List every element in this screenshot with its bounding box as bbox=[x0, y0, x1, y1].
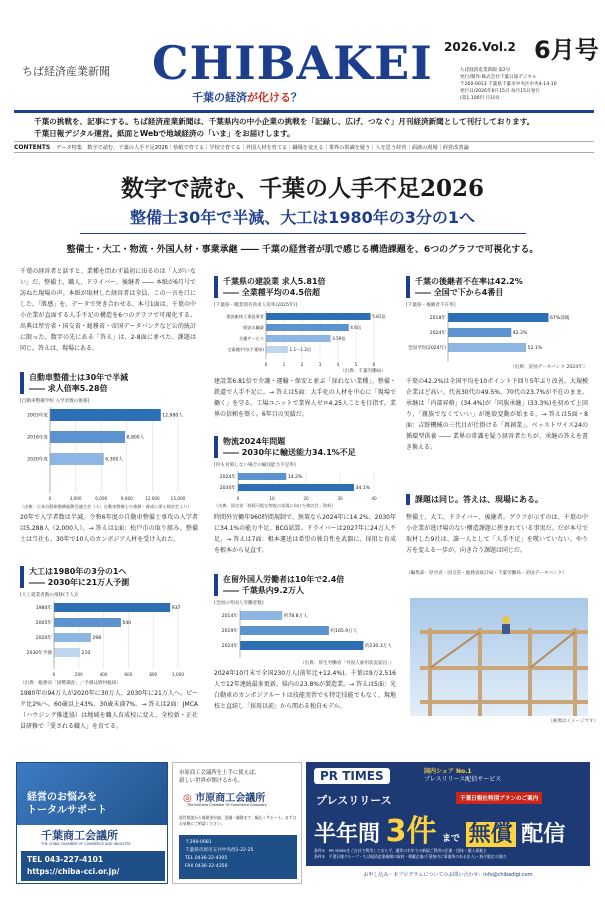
headline-rule bbox=[80, 233, 526, 234]
category-label: 2020年 bbox=[35, 636, 52, 642]
data-label: 298 bbox=[92, 636, 102, 642]
tick-label: 20 bbox=[303, 496, 309, 501]
intro-line: 千葉日報デジタル運営。紙面とWebで地域経済の「いま」をお届けします。 bbox=[34, 129, 295, 138]
bar bbox=[54, 603, 170, 612]
ad2-fax: FAX 0436-22-4356 bbox=[185, 864, 228, 869]
mechanic-body: 20年で入学者数は半減。令和6年度の自動車整備士専攻の入学者は5,288人（2,000人）。→ 答えは1面：松戸市の取り組み。整備士は当社も、30年で10人のカンボジア人材を受け入れた。 bbox=[20, 514, 198, 543]
ad3-big-3: まで bbox=[442, 834, 461, 844]
masthead-rule bbox=[14, 110, 594, 113]
pubinfo-line: 〒260-0013 千葉県千葉市中央区中央4-14-10 bbox=[460, 82, 557, 87]
data-label: 52.1% bbox=[527, 346, 543, 352]
data-label: 14.2% bbox=[287, 475, 303, 481]
data-label: 12,980人 bbox=[162, 413, 183, 419]
ad3-contact[interactable]: お申し込み・本プログラムについてのお問い合わせ：info@chibadigi.com bbox=[306, 866, 590, 884]
category-label: 2024年 bbox=[221, 644, 238, 650]
mechanic-source: （出典：日本自動車整備振興会連合会（人）自動車整備士の推移・養成に係る検討会より） bbox=[20, 504, 192, 509]
recruit-source: （出典：千葉労働局） bbox=[340, 369, 386, 374]
issue-month: 6月号 bbox=[534, 36, 599, 64]
driver-title-text: 物流2024年問題 bbox=[223, 437, 286, 446]
closing-body: 整備士、大工、ドライバー、後継者。グラフが示すのは、千葉の中小企業が逃げ場のない構造課題に挟まれている事実だ。だが本号で取材した9社は、誰一人として「人手不足」を嘆いていない。やり方を変える一歩が、向き合う課題は同じだ。 bbox=[406, 514, 588, 554]
category-label: 建設躯体工事従事者 bbox=[226, 314, 264, 320]
data-label: 8,800人 bbox=[126, 435, 145, 441]
driver-subtitle: ―― 2030年に輸送能力34.1%不足 bbox=[223, 448, 356, 457]
lead-text: 整備士・大工・物流・外国人材・事業承継 ―― 千葉の経営者が肌で感じる構造課題を、6つのグラフで可視化する。 bbox=[66, 245, 539, 255]
ad3-offer bbox=[314, 806, 565, 850]
category-label: 2024年 bbox=[219, 475, 236, 481]
category-label: 2016年度 bbox=[27, 435, 48, 441]
data-label: 約78.8万人 bbox=[283, 614, 308, 620]
category-label: 全業種平均(千葉県) bbox=[227, 347, 264, 353]
tick-label: 6 bbox=[372, 362, 376, 367]
ad3-big-1: 半年間 bbox=[314, 822, 381, 847]
tick-label: 200 bbox=[74, 672, 83, 677]
bar bbox=[54, 648, 80, 657]
recruit-body: 建設業6.81倍で介護・運輸・保安と並ぶ「採れない業種」。整備・鉄道で人手不足に。→ 答えは5面：大手化の人材を中心に「現場で働く」を守る。工場ユニットで業界人ゼロ4.25人ことを目指す。業界の信頼を築く。6年目の実績だ。 bbox=[214, 378, 396, 418]
main-headline: 数字で読む、千葉の人手不足2026 bbox=[120, 175, 484, 202]
carpenter-title bbox=[20, 566, 196, 588]
intro-body: 千葉の経営者と話すと、業種を問わず最初に出るのは「人がいない」だ。整備士、職人、ドライバー、後継者 ―― 本紙が6月号で訪ねた現場の声。本紙が取材した経営者は全員、この一言を口にした。「肌感」を、データで突き合わせる。本号1面は、千葉の中小企業が直面する人手不足の構造を6つのグラフで可視化する。出典は厚労省・国交省・総務省・帝国データバンクなど公的統計に限った。数字の先にある「答え」は、2-8面に並べた。課題は同じ。答えは、現場にある。 bbox=[20, 268, 196, 352]
foreign-unit: [全国の外国人労働者数] bbox=[214, 601, 264, 606]
tick-label: 12,000 bbox=[145, 496, 160, 501]
tick-label: 3 bbox=[318, 362, 322, 367]
bar bbox=[266, 324, 349, 331]
pubinfo-line: 発行/制作:株式会社千葉日報デジタル bbox=[460, 75, 537, 80]
ad2-logo-icon: ◎ bbox=[183, 793, 192, 804]
data-label: 約165.9万人 bbox=[330, 629, 358, 635]
category-label: 全国平均(2024年) bbox=[407, 346, 446, 352]
pubinfo-line: ちば経済産業新聞 第2号 bbox=[460, 68, 511, 73]
category-label: 2020年度 bbox=[27, 457, 48, 463]
publisher-info bbox=[460, 67, 600, 102]
ad3-campaign: 千葉日報社特別プランのご案内 bbox=[456, 792, 542, 804]
contents-bar bbox=[14, 141, 594, 153]
ad2-copy bbox=[179, 769, 260, 785]
carpenter-chart bbox=[20, 600, 200, 678]
ad2-contact bbox=[179, 835, 297, 879]
bar bbox=[448, 313, 549, 322]
tick-label: 0 bbox=[264, 362, 268, 367]
ad3-cond-1: 条件① PR TIMESをご自社で利用しておらず、通常の半年での新規ご利用の企業・団体・個人事業主 bbox=[314, 848, 487, 853]
tick-label: 0 bbox=[52, 672, 56, 677]
recruit-chart bbox=[212, 310, 396, 368]
successor-title-text: 千葉の後継者不在率は42.2% bbox=[415, 277, 523, 286]
driver-source: （出典：国交省「持続可能な物流の実現に向けた検討会」資料） bbox=[214, 503, 336, 508]
successor-source: （出典：帝国データバンク 2024年） bbox=[510, 365, 588, 370]
tick-label: 2 bbox=[300, 362, 304, 367]
data-label: 42.2% bbox=[512, 331, 528, 337]
ad1-tel[interactable]: TEL 043-227-4101 bbox=[27, 855, 104, 864]
recruit-unit: [千葉県・職業別有効求人倍率(2025年)] bbox=[214, 303, 298, 308]
foreign-chart bbox=[212, 608, 396, 658]
ad2-zip: 〒290-0081 bbox=[185, 840, 212, 845]
closing-title: 課題は同じ。答えは、現場にある。 bbox=[406, 494, 586, 505]
ad3-logo: PR TIMES bbox=[314, 768, 390, 784]
masthead-tagline: ちば経済産業新聞 bbox=[22, 65, 110, 78]
ad-prtimes[interactable] bbox=[306, 762, 590, 884]
bar bbox=[54, 618, 121, 627]
ad3-big-5: 配信 bbox=[521, 822, 566, 847]
bar bbox=[240, 611, 282, 620]
foreign-title-text: 在留外国人労働者は10年で2.4倍 bbox=[223, 575, 345, 584]
data-label: 6,300人 bbox=[105, 457, 124, 463]
ad3-tag-1: 国内シェア No.1 bbox=[424, 768, 472, 775]
bar bbox=[448, 343, 526, 352]
successor-subtitle: ―― 全国で下から4番目 bbox=[415, 288, 504, 297]
ad1-headline-1: 経営のお悩みを bbox=[27, 792, 97, 803]
category-label: 2014年 bbox=[221, 614, 238, 620]
category-label: 2030年 bbox=[219, 486, 236, 492]
tick-label: 10 bbox=[269, 496, 275, 501]
tick-label: 30 bbox=[337, 496, 343, 501]
ad2-name-en: The Ichihara Chamber Of Commerce &Industry bbox=[187, 803, 267, 807]
tick-label: 0 bbox=[48, 496, 52, 501]
sub-headline: 整備士30年で半減、大工は1980年の3分の1へ bbox=[129, 208, 476, 227]
category-label: 保安の職業 bbox=[243, 325, 264, 331]
bar bbox=[266, 313, 371, 320]
ad2-desc: 経営相談から補助金申請、金融・融資まで、幅広くサポート。まずはお気軽にご相談ください。 bbox=[179, 815, 297, 826]
category-label: 2003年度 bbox=[27, 413, 48, 419]
tick-label: 600 bbox=[124, 672, 133, 677]
category-label: 介護サービス bbox=[238, 336, 264, 342]
ad1-name-en: THE CHIBA CHAMBER OF COMMERCE AND INDUSTRY bbox=[41, 842, 131, 846]
intro-line: 千葉の挑戦を、記事にする。ちば経済産業新聞は、千葉県内の中小企業の挑戦を「記録し、広げ、つなぐ」月刊経済新聞として刊行しております。 bbox=[34, 117, 535, 126]
contents-label: CONTENTS bbox=[14, 144, 51, 151]
driver-chart bbox=[212, 470, 396, 502]
bar bbox=[240, 626, 329, 635]
ad3-conditions bbox=[314, 848, 582, 860]
ad3-tags bbox=[424, 768, 501, 784]
closing-note: （編集部：厚労省・国交省・総務省統計局・千葉労働局・帝国データバンク） bbox=[406, 571, 567, 576]
ad2-tel[interactable]: TEL 0436-22-4305 bbox=[185, 856, 228, 861]
ad2-name-text: 市原商工会議所 bbox=[195, 793, 266, 804]
ad3-cond-2: 条件② 千葉日報グループ・ちば経済産業新聞の取材・掲載企業(千葉県内に事業所のある法人)・紹介限定の案内 bbox=[314, 854, 507, 859]
mechanic-unit: [自動車整備学校 入学者数の推移] bbox=[20, 399, 90, 404]
tick-label: 1,000 bbox=[172, 672, 184, 677]
data-label: 約230.3万人 bbox=[364, 644, 392, 650]
successor-title bbox=[406, 276, 586, 298]
ad3-tag-2: プレスリリース配信サービス bbox=[424, 776, 502, 783]
category-label: 2018年 bbox=[429, 316, 446, 322]
foreign-source: （出典：厚生労働省「外国人雇用状況届出」） bbox=[300, 661, 395, 666]
tick-label: 15,000 bbox=[170, 496, 186, 501]
tick-label: 400 bbox=[99, 672, 108, 677]
successor-body: 千葉の42.2%は全国平均を10ポイント下回り5年ぶり改善。大規模企業ほど高い。代表30代の49.5%、70代の23.7%が不在のまま。承継は「内部昇格」(34.4%)が「同族承継」(33.3%)を初めて上回り、「親族でなくていい」が地殻変動が始まる。→ 答えは5面・8面：吉野機械の三代目が仕掛ける「再創業」、ベッストワイス24の循環型供養 ―― 業界の常識を疑う経営者たちが、承継の答えを書き換える。 bbox=[406, 378, 588, 451]
category-label: 2024年 bbox=[429, 331, 446, 337]
carpenter-subtitle: ―― 2030年に21万人予測 bbox=[29, 578, 130, 587]
driver-unit: [何も対策しない場合の輸送能力不足率] bbox=[214, 463, 296, 468]
ad1-contact bbox=[21, 851, 165, 881]
bar bbox=[238, 484, 354, 491]
tick-label: 40 bbox=[371, 496, 377, 501]
category-label: 2005年 bbox=[35, 621, 52, 627]
bar bbox=[54, 633, 91, 642]
construction-photo bbox=[410, 598, 588, 716]
tick-label: 1 bbox=[282, 362, 286, 367]
data-label: 4.6倍 bbox=[350, 325, 362, 331]
bar bbox=[240, 641, 363, 650]
bar bbox=[50, 409, 161, 421]
carpenter-unit: [大工就業者数の推移(千人)] bbox=[20, 593, 78, 598]
subcopy-highlight: が化ける bbox=[247, 91, 291, 104]
category-label: 1980年 bbox=[35, 606, 52, 612]
masthead-subcopy bbox=[192, 89, 302, 105]
successor-unit: [千葉県・後継者不在率] bbox=[406, 303, 456, 308]
pubinfo-line: 発行日/2026年6月15日 毎月15日発行 bbox=[460, 89, 540, 94]
photo-caption: （画像はイメージです） bbox=[548, 719, 599, 724]
ad1-headline-2: トータルサポート bbox=[27, 805, 107, 816]
data-label: 540 bbox=[122, 621, 132, 627]
bar bbox=[50, 453, 104, 465]
bar bbox=[238, 473, 286, 480]
ad1-name: 千葉商工会議所 bbox=[41, 829, 118, 842]
tick-label: 0 bbox=[236, 496, 240, 501]
tick-label: 3,000 bbox=[69, 496, 82, 501]
carpenter-body: 1980年の94万人が2020年に30万人、2030年に21万人へ。ピーク比2%へ。60歳以上43%、30歳未満7%。→ 答えは2面：JMCA（ハウジング推進協）は地域を職人育成校に変え、全校新・正社員研修で「愛される職人」を育てる。 bbox=[20, 690, 198, 730]
mechanic-chart bbox=[20, 406, 200, 502]
subcopy-pre: 千葉の経済 bbox=[192, 91, 247, 104]
subcopy-post: ？ bbox=[291, 91, 302, 104]
mechanic-title bbox=[20, 372, 196, 394]
carpenter-source: （出典：総務省「国勢調査」／予測は野村総研） bbox=[20, 681, 122, 686]
mechanic-title-text: 自動車整備士は30年で半減 bbox=[29, 373, 129, 382]
category-label: 2019年 bbox=[221, 629, 238, 635]
category-label: 2030年予測 bbox=[26, 651, 52, 657]
issue-volume: 2026.Vol.2 bbox=[444, 40, 516, 54]
data-label: 34.1% bbox=[355, 486, 371, 492]
tick-label: 800 bbox=[149, 672, 158, 677]
logo-text: CHIBAKEI bbox=[152, 36, 433, 90]
ad-chiba-cci[interactable] bbox=[16, 762, 168, 884]
recruit-subtitle: ―― 全業種平均の4.5倍超 bbox=[223, 288, 320, 297]
tick-label: 4 bbox=[336, 362, 340, 367]
intro-block bbox=[34, 116, 574, 140]
ad2-copy-1: 市原商工会議所を上手に使えば、 bbox=[179, 770, 260, 776]
driver-body: 時間外労働年960時間規制で、無策なら2024年に14.2%、2030年に34.1%の能力不足。BCG試算。ドライバーは2027年に24万人不足。→ 答えは7面：根本運送は希望の独自性を武器に、採用と育成を根本から見直す。 bbox=[214, 514, 396, 554]
data-label: 937 bbox=[171, 606, 181, 612]
recruit-title-text: 千葉県の建設業 求人5.81倍 bbox=[223, 277, 326, 286]
ad-ichihara-cci[interactable] bbox=[172, 762, 302, 884]
carpenter-title-text: 大工は1980年の3分の1へ bbox=[29, 567, 127, 576]
data-label: 67%前後 bbox=[550, 316, 570, 322]
pubinfo-line: (第1,100円 月1回) bbox=[460, 96, 500, 101]
ad2-address: 千葉県市原市五井中央西1-22-25 bbox=[185, 848, 254, 853]
foreign-body: 2024年10月末で全国230万人(前年比+12.4%)。千葉は9万2,516人で12年連続最多更新。県内の23.8%が製造業。→ 答えは5面：光白動車のカンボジアルートは技能実習でも特定技能でもなく、現地校と直結し「採用以前」から関わる独自モデル。 bbox=[214, 670, 396, 710]
ad1-footer bbox=[17, 825, 168, 884]
ad1-url[interactable]: https://chiba-cci.or.jp/ bbox=[27, 867, 120, 876]
recruit-title bbox=[214, 276, 394, 298]
ad3-big-4: 無償 bbox=[466, 822, 516, 847]
ad2-name bbox=[183, 789, 265, 804]
bar bbox=[266, 335, 331, 342]
data-label: 5.81倍 bbox=[372, 314, 386, 320]
ad1-headline bbox=[27, 791, 107, 817]
data-label: 3.59倍 bbox=[332, 336, 346, 342]
tick-label: 6,000 bbox=[95, 496, 108, 501]
data-label: 1.1〜1.2倍 bbox=[289, 347, 312, 353]
contents-items: データ特集 数字で読む、千葉の人手不足2026｜県紙で育てる｜学校で育てる｜外国人材を育てる｜職場を変える｜業界の常識を疑う｜人を思う経営｜面談の現場｜経営改善論 bbox=[56, 145, 469, 151]
ad2-copy-2: 新しい世界が開けるかも。 bbox=[179, 778, 244, 784]
data-label: 210 bbox=[81, 651, 91, 657]
successor-chart bbox=[404, 310, 590, 362]
ad3-big-2: 3件 bbox=[385, 814, 437, 849]
foreign-title bbox=[214, 574, 394, 596]
tick-label: 9,000 bbox=[120, 496, 133, 501]
tick-label: 5 bbox=[354, 362, 358, 367]
driver-title bbox=[214, 436, 394, 458]
bar bbox=[448, 328, 511, 337]
ad3-lead: プレスリリース bbox=[316, 794, 392, 807]
masthead-logo bbox=[152, 36, 433, 90]
bar bbox=[266, 346, 288, 353]
bar bbox=[50, 431, 125, 443]
foreign-subtitle: ―― 千葉県内9.2万人 bbox=[223, 586, 304, 595]
mechanic-subtitle: ―― 求人倍率5.28倍 bbox=[29, 384, 108, 393]
